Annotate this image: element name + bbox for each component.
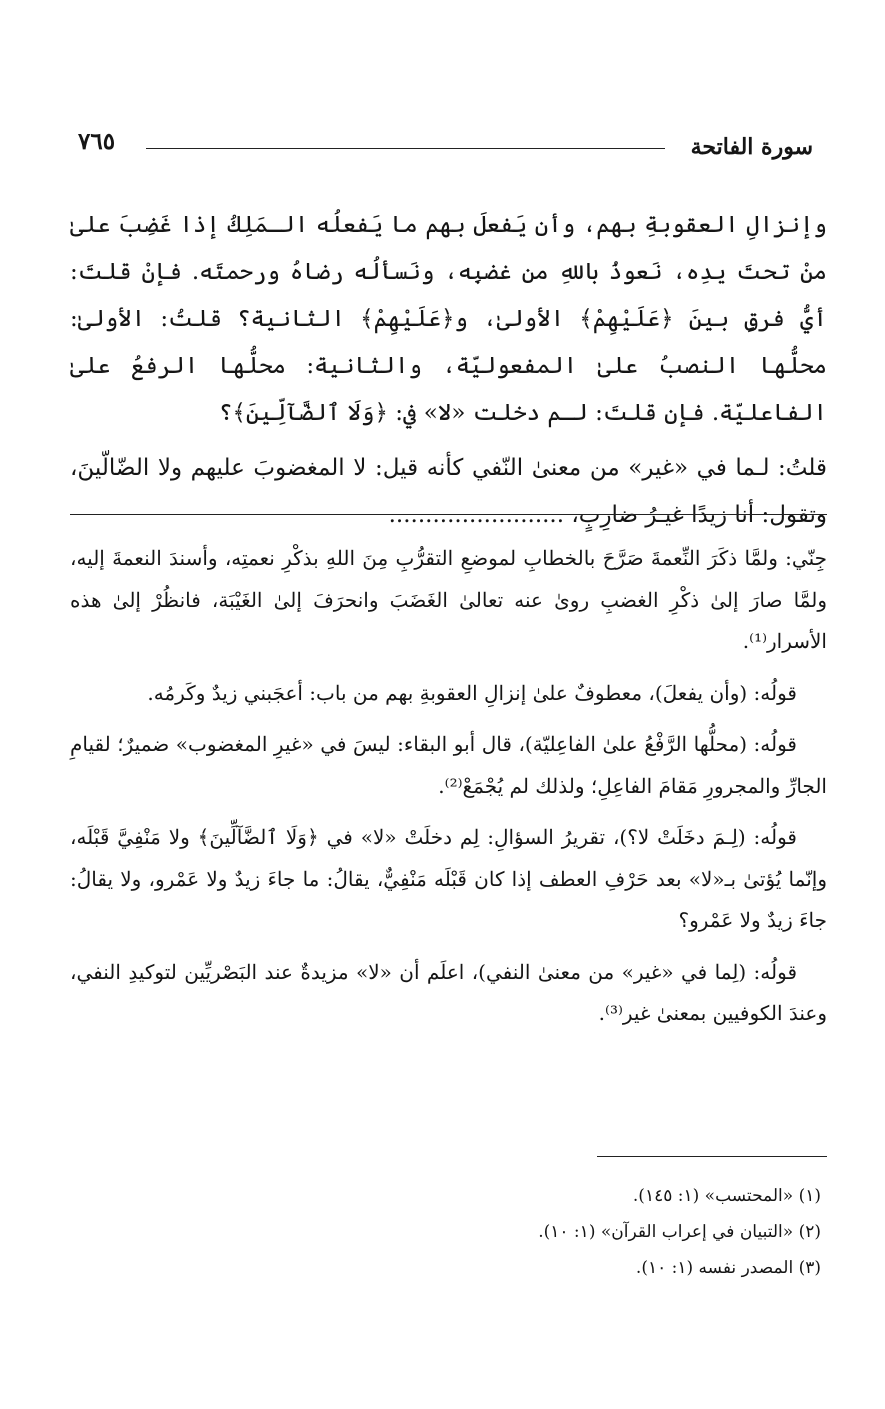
footnote: (٣) المصدر نفسه (١: ١٠). <box>635 1258 821 1278</box>
footnote: (٢) «التبيان في إعراب القرآن» (١: ١٠). <box>538 1222 821 1242</box>
commentary-paragraph: قولُه: (لِما في «غير» من معنىٰ النفي)، اعلَم أن «لا» مزيدةٌ عند البَصْريِّين لتوكيدِ النفي، وعندَ الكوفيين بمعنىٰ غير⁽³⁾. <box>70 959 827 1025</box>
commentary-paragraph: قولُه: (محلُّها الرَّفْعُ علىٰ الفاعِليّة)، قال أبو البقاء: ليسَ في «غيرِ المغضوب» ضميرٌ؛ لقيامِ الجارِّ والمجرورِ مَقامَ الفاعِلِ؛ ولذلك لم يُجْمَعْ⁽²⁾. <box>70 732 827 798</box>
commentary-separator <box>70 514 827 515</box>
main-paragraph: قلتُ: لـما في «غير» من معنىٰ النّفي كأنه قيل: لا المغضوبَ عليهم ولا الضّالّينَ، وتقول: أنا زيدًا غيـرُ ضارِبٍ، ........................ <box>70 455 827 528</box>
main-text <box>70 202 827 539</box>
surah-title: سورة الفاتحة <box>690 134 813 160</box>
commentary-paragraph: قولُه: (وأن يفعلَ)، معطوفٌ علىٰ إنزالِ العقوبةِ بهم من باب: أعجَبني زيدٌ وكَرمُه. <box>147 680 797 705</box>
commentary-paragraph: قولُه: (لِـمَ دخَلَتْ لا؟)، تقريرُ السؤالِ: لِم دخلَتْ «لا» في ﴿وَلَا ٱلضَّآلِّينَ﴾ ولا مَنْفِيَّ قَبْلَه، وإنّما يُؤتىٰ بـ«لا» بعد حَرْفِ العطف إذا كان قَبْلَه مَنْفِيٌّ، يقالُ: ما جاءَ زيدٌ ولا عَمْرو، ولا يقالُ: جاءَ زيدٌ ولا عَمْرو؟ <box>70 825 827 932</box>
page-number: ٧٦٥ <box>78 128 116 155</box>
page-header <box>78 128 813 172</box>
footnotes <box>300 1178 821 1286</box>
commentary <box>70 538 827 1045</box>
commentary-paragraph: جِنّي: ولمَّا ذكَرَ النِّعمةَ صَرَّحَ بالخطابِ لموضعِ التقرُّبِ مِنَ اللهِ بذكْرِ نعمتِه، وأسندَ النعمةَ إليه، ولمَّا صارَ إلىٰ ذكْرِ الغضبِ روىٰ عنه تعالىٰ الغَضَبَ وانحرَفَ إلىٰ الغَيْبَة، فانظُرْ إلىٰ هذه الأسرار⁽¹⁾. <box>70 546 827 653</box>
main-paragraph: وإنزالِ العقوبةِ بهم، وأن يَفعلَ بهم ما يَفعلُه الـمَلِكُ إذا غَضِبَ علىٰ منْ تحتَ يدِه، نَعوذُ باللهِ من غضبِه، ونَسألُه رضاهُ ورحمتَه. فإنْ قلتَ: أيُّ فرقٍ بينَ ﴿عَلَيْهِمْ﴾ الأولىٰ، و﴿عَلَيْهِمْ﴾ الثانية؟ قلتُ: الأولىٰ: محلُّها النصبُ علىٰ المفعوليّة، والثانية: محلُّها الرفعُ علىٰ الفاعليّة. فإن قلتَ: لـم دخلت «لا» في: ﴿وَلَا ٱلضَّآلِّينَ﴾؟ <box>70 212 827 426</box>
header-rule <box>146 148 665 149</box>
footnote: (١) «المحتسب» (١: ١٤٥). <box>632 1186 821 1206</box>
footnote-rule <box>597 1156 827 1157</box>
